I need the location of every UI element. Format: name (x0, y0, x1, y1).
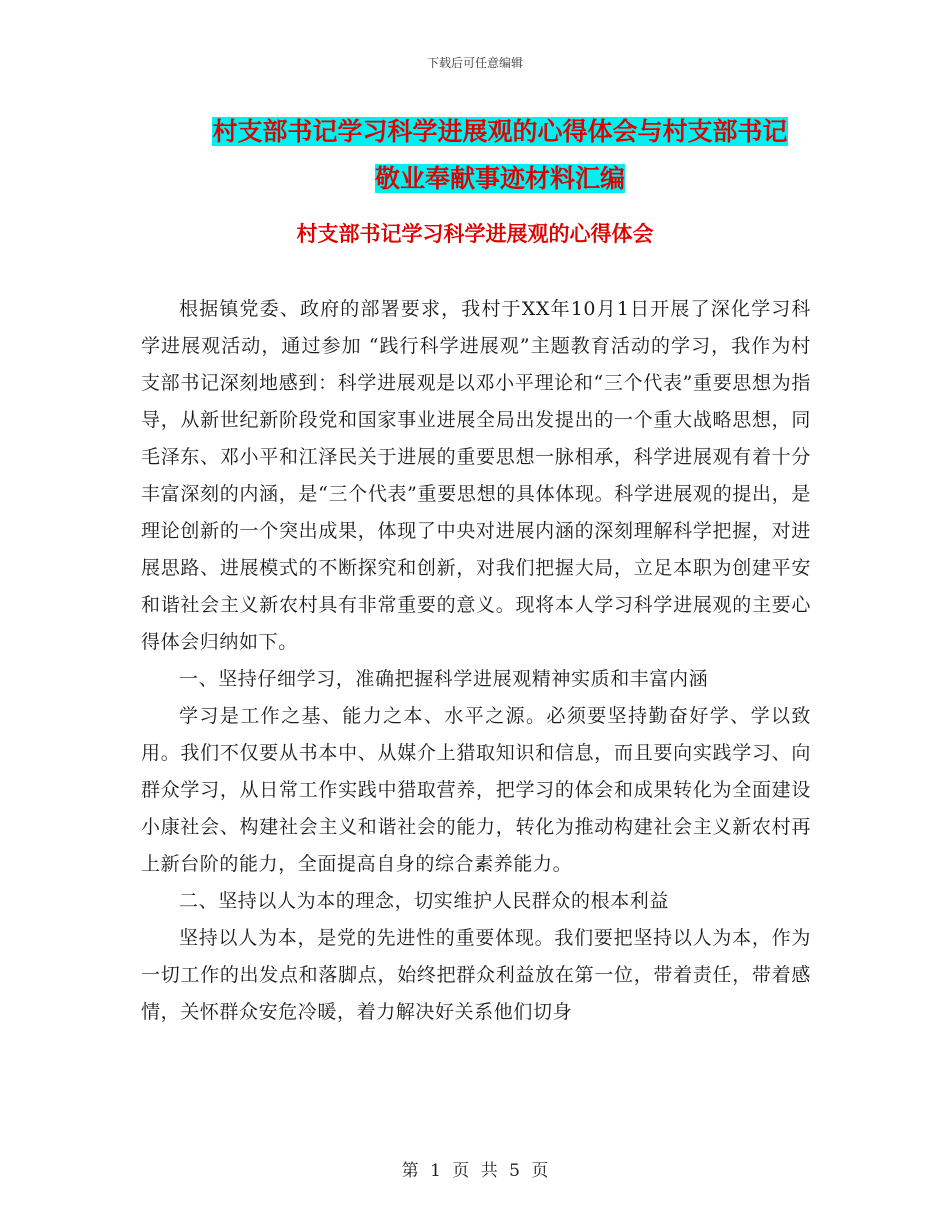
document-title-line-1: 村支部书记学习科学进展观的心得体会与村支部书记 (212, 117, 788, 146)
document-body (141, 291, 811, 1031)
paragraph-intro: 根据镇党委、政府的部署要求，我村于XX年10月1日开展了深化学习科学进展观活动，通过参加 “践行科学进展观”主题教育活动的学习，我作为村支部书记深刻地感到：科学进展观是以邓小平理论和“三个代表”重要思想为指导，从新世纪新阶段党和国家事业进展全局出发提出的一个重大战略思想，同毛泽东、邓小平和江泽民关于进展的重要思想一脉相承，科学进展观有着十分丰富深刻的内涵，是“三个代表”重要思想的具体体现。科学进展观的提出，是理论创新的一个突出成果，体现了中央对进展内涵的深刻理解科学把握，对进展思路、进展模式的不断探究和创新，对我们把握大局，立足本职为创建平安和谐社会主义新农村具有非常重要的意义。现将本人学习科学进展观的主要心得体会归纳如下。 (141, 298, 811, 653)
paragraph-point-2: 坚持以人为本，是党的先进性的重要体现。我们要把坚持以人为本，作为一切工作的出发点和落脚点，始终把群众利益放在第一位，带着责任，带着感情，关怀群众安危冷暖，着力解决好关系他们切身 (141, 927, 811, 1023)
document-title (160, 108, 840, 202)
heading-point-2: 二、坚持以人为本的理念，切实维护人民群众的根本利益 (179, 890, 670, 912)
document-title-line-2: 敬业奉献事迹材料汇编 (374, 164, 625, 193)
section-title: 村支部书记学习科学进展观的心得体会 (296, 222, 654, 246)
paragraph-point-1: 学习是工作之基、能力之本、水平之源。必须要坚持勤奋好学、学以致用。我们不仅要从书本中、从媒介上猎取知识和信息，而且要向实践学习、向群众学习，从日常工作实践中猎取营养，把学习的体会和成果转化为全面建设小康社会、构建社会主义和谐社会的能力，转化为推动构建社会主义新农村再上新台阶的能力，全面提高自身的综合素养能力。 (141, 705, 811, 875)
page-number-footer: 第 1 页 共 5 页 (401, 1161, 549, 1181)
page-header-note: 下载后可任意编辑 (426, 56, 523, 70)
heading-point-1: 一、坚持仔细学习，准确把握科学进展观精神实质和丰富内涵 (179, 668, 709, 690)
